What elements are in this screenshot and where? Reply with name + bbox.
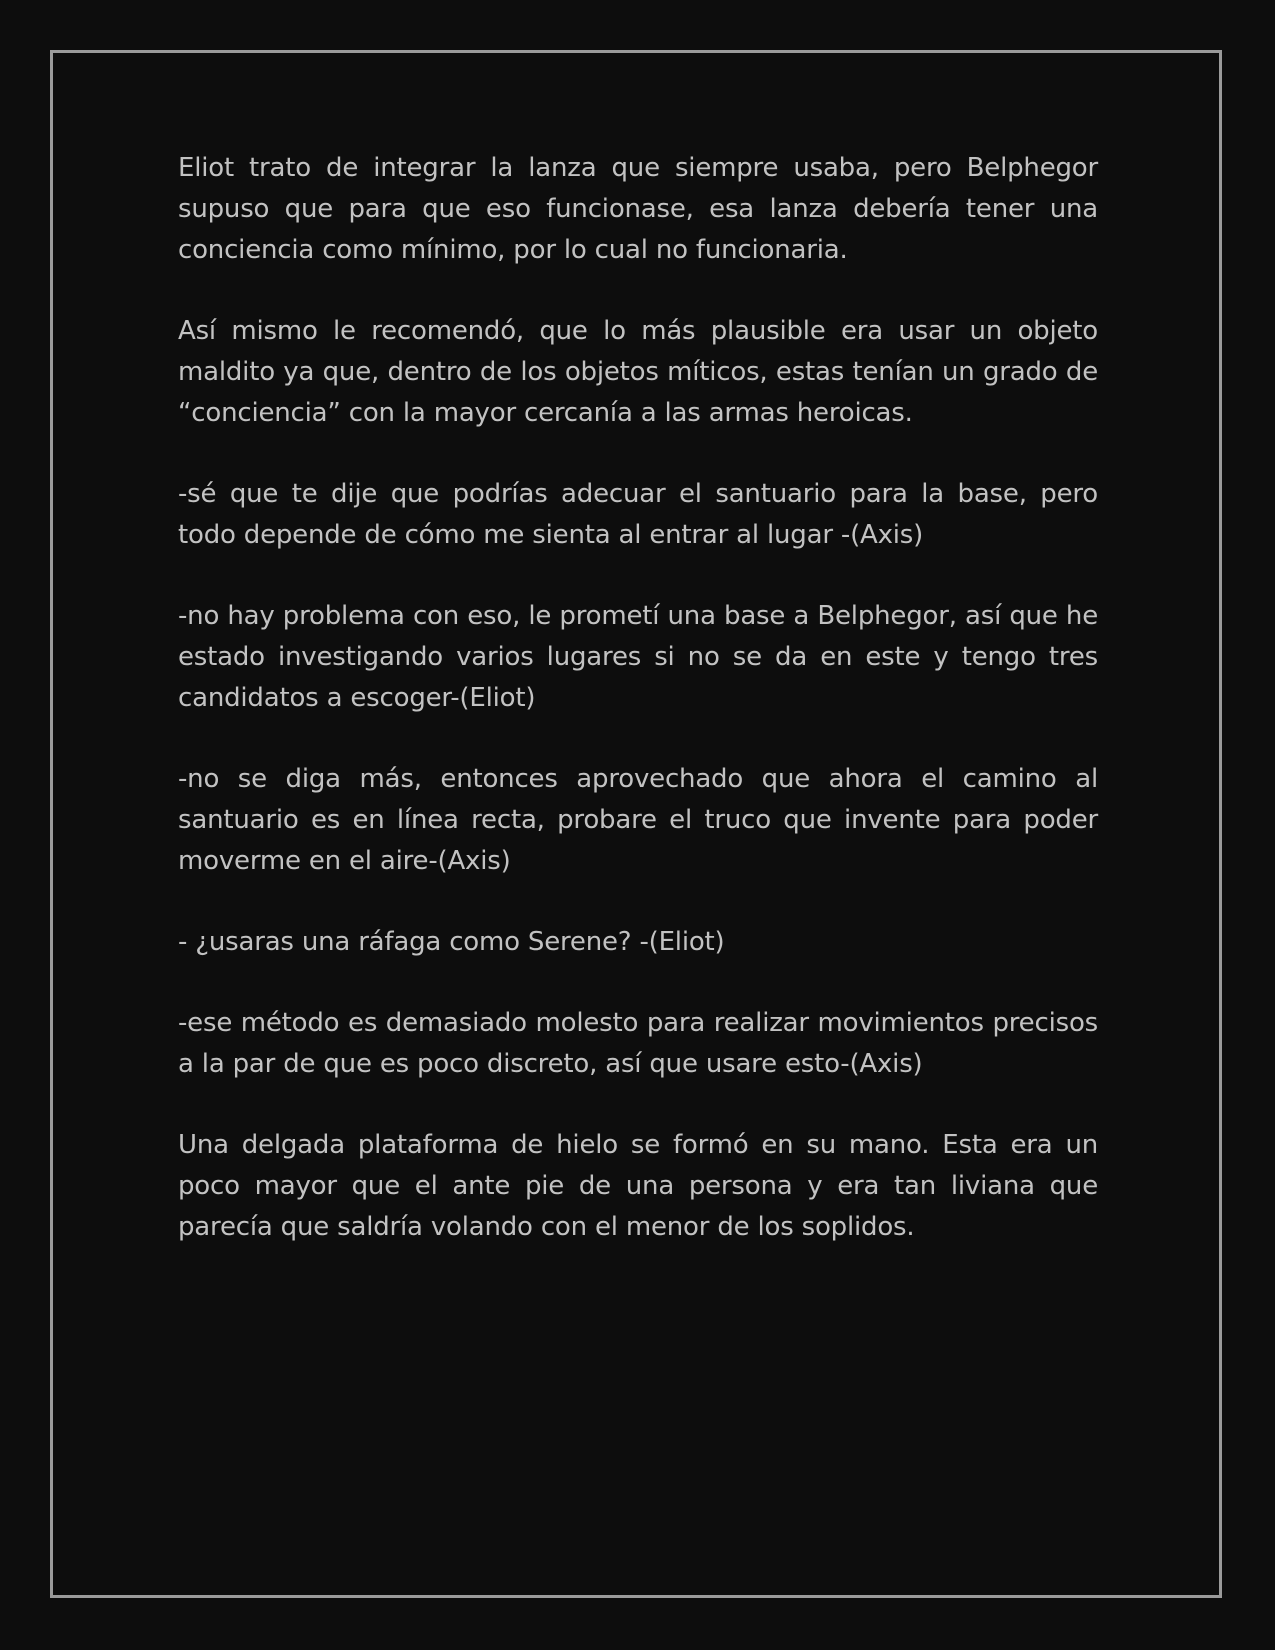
paragraph-4: -no hay problema con eso, le prometí una base a Belphegor, así que he estado investigando varios lugares si no se da en este y tengo tres candidatos a escoger-(Eliot) — [178, 601, 1098, 713]
paragraph-8: Una delgada plataforma de hielo se formó en su mano. Esta era un poco mayor que el ante pie de una persona y era tan liviana que parecía que saldría volando con el menor de los soplidos. — [178, 1130, 1098, 1242]
paragraph-7: -ese método es demasiado molesto para realizar movimientos precisos a la par de que es poco discreto, así que usare esto-(Axis) — [178, 1008, 1098, 1079]
paragraph-1: Eliot trato de integrar la lanza que siempre usaba, pero Belphegor supuso que para que eso funcionase, esa lanza debería tener una conciencia como mínimo, por lo cual no funcionaria. — [178, 153, 1098, 265]
paragraph-2: Así mismo le recomendó, que lo más plausible era usar un objeto maldito ya que, dentro de los objetos míticos, estas tenían un grado de “conciencia” con la mayor cercanía a las armas heroicas. — [178, 316, 1098, 428]
paragraph-5: -no se diga más, entonces aprovechado que ahora el camino al santuario es en línea recta, probare el truco que invente para poder moverme en el aire-(Axis) — [178, 764, 1098, 876]
paragraph-6: - ¿usaras una ráfaga como Serene? -(Eliot) — [178, 927, 725, 957]
paragraph-3: -sé que te dije que podrías adecuar el santuario para la base, pero todo depende de cómo me sienta al entrar al lugar -(Axis) — [178, 479, 1098, 550]
story-text-block — [178, 148, 1098, 1288]
